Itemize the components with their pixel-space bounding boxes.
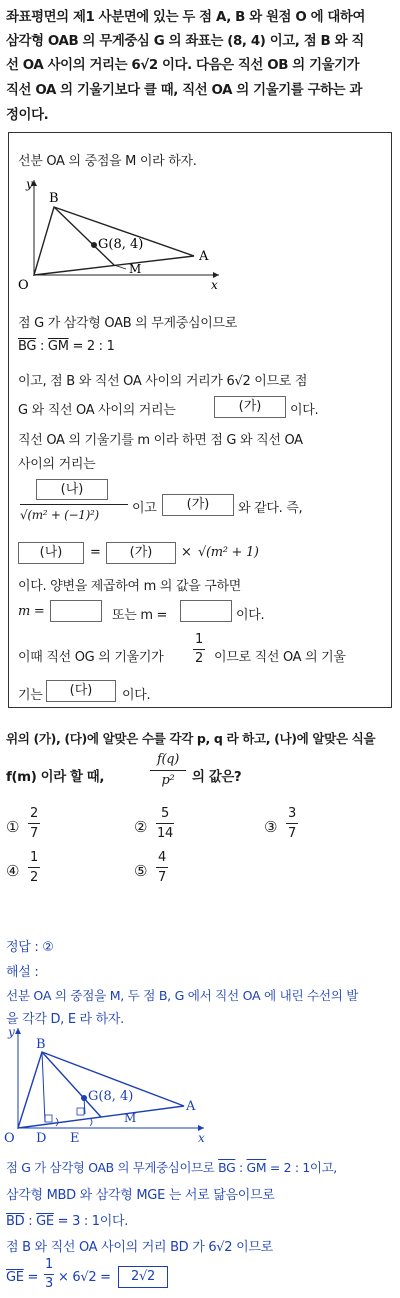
choice-2-num: 5 [161, 806, 169, 821]
blank-m-2 [180, 600, 232, 622]
blank-ga-1: (가) [214, 396, 286, 418]
choice-1-num: 2 [30, 806, 38, 821]
question-line-2b: 의 값은? [192, 770, 242, 785]
solution-frac-den: 3 [45, 1276, 53, 1291]
solution-line-7a: $\overline{GE}$ = [6, 1270, 39, 1285]
fraction-denominator: √(m² + (−1)²) [20, 508, 99, 522]
choice-2-den: 14 [157, 826, 173, 841]
segment-ge: $\overline{GE}$ [36, 1214, 54, 1229]
box-line-11a: 이때 직선 OG 의 기울기가 [18, 650, 164, 665]
choice-1-den: 7 [30, 826, 38, 841]
half-bar [193, 649, 205, 650]
question-frac-num: f(q) [156, 752, 180, 767]
solution-diagram-origin: O [4, 1131, 15, 1146]
blank-da: (다) [46, 680, 116, 702]
diagram-point-a: A [199, 249, 209, 264]
choice-2-bar [156, 823, 174, 824]
box-line-4a: G 와 직선 OA 사이의 거리는 [18, 403, 176, 418]
choice-4-mark: ④ [6, 862, 20, 880]
fraction-bar [20, 504, 128, 505]
blank-ga-3: (가) [106, 542, 176, 564]
diagram-y-label: y [26, 177, 33, 191]
segment-bg-solution: $\overline{BG}$ [218, 1160, 236, 1175]
solution-frac-bar [44, 1274, 54, 1275]
box-line-10a: m = [18, 604, 45, 619]
choice-2-mark: ② [134, 818, 148, 836]
box-line-1: 점 G 가 삼각형 OAB 의 무게중심이므로 [18, 316, 238, 331]
choice-3-den: 7 [288, 826, 296, 841]
diagram-origin-label: O [18, 278, 29, 292]
diagram-point-m: M [129, 262, 142, 276]
half-numerator: 1 [195, 632, 203, 647]
blank-ga-2: (가) [162, 494, 234, 516]
segment-bd: $\overline{BD}$ [6, 1214, 25, 1229]
choice-3-num: 3 [288, 806, 296, 821]
question-line-2a: f(m) 이라 할 때, [6, 770, 105, 785]
choice-3-bar [286, 823, 298, 824]
half-denominator: 2 [195, 651, 203, 666]
box-line-12a: 기는 [18, 688, 43, 703]
solution-diagram-point-d: D [36, 1131, 47, 1146]
choice-4-bar [28, 867, 40, 868]
solution-line-3: 점 G 가 삼각형 OAB 의 무게중심이므로 $\overline{BG}$ : $\overline{GM} = 2$ : 1이고, [6, 1160, 337, 1175]
choice-4-num: 1 [30, 850, 38, 865]
solution-diagram-point-e: E [70, 1131, 80, 1146]
box-line-5: 직선 OA 의 기울기를 m 이라 하면 점 G 와 직선 OA [18, 433, 303, 448]
solution-diagram [4, 1022, 214, 1148]
box-line-7b: 와 같다. 즉, [238, 501, 303, 516]
solution-diagram-point-b: B [36, 1037, 46, 1052]
answer-line: 정답 : ② [6, 940, 54, 955]
solution-answer-box: 2√2 [118, 1266, 168, 1288]
diagram-point-g: G(8, 4) [98, 237, 144, 252]
solution-diagram-y-label: y [8, 1025, 15, 1039]
diagram-x-label: x [211, 278, 218, 292]
segment-gm-solution: $\overline{GM}$ [246, 1160, 267, 1175]
choice-4-den: 2 [30, 870, 38, 885]
box-line-7a: 이고 [132, 501, 157, 516]
solution-diagram-point-a: A [186, 1099, 196, 1114]
choice-5-bar [156, 867, 168, 868]
blank-na-numerator: (나) [36, 479, 108, 500]
solution-line-5: $\overline{BD}$ : $\overline{GE} = 3$ : 1이다. [6, 1214, 129, 1229]
solution-line-2: 을 각각 D, E 라 하자. [6, 1012, 124, 1027]
solution-diagram-point-g: G(8, 4) [88, 1089, 134, 1104]
equals-sign: = [90, 545, 101, 560]
box-line-9: 이다. 양변을 제곱하여 m 의 값을 구하면 [18, 579, 242, 594]
diagram-point-b: B [49, 191, 59, 206]
box-line-10b: 또는 m = [112, 608, 168, 623]
problem-diagram [14, 172, 224, 292]
segment-gm: $\overline{GM}$ [47, 339, 69, 354]
solution-line-4: 삼각형 MBD 와 삼각형 MGE 는 서로 닮음이므로 [6, 1188, 275, 1203]
box-line-10c: 이다. [236, 608, 265, 623]
choice-5-num: 4 [158, 850, 166, 865]
times-sign: × [181, 545, 192, 560]
box-line-3: 이고, 점 B 와 직선 OA 사이의 거리가 6√2 이므로 점 [18, 374, 308, 389]
solution-label: 해설 : [6, 965, 39, 980]
segment-ge-2: $\overline{GE}$ [6, 1270, 24, 1285]
choice-5-den: 7 [158, 870, 166, 885]
choice-3-mark: ③ [264, 818, 278, 836]
solution-diagram-x-label: x [198, 1131, 205, 1145]
solution-line-6: 점 B 와 직선 OA 사이의 거리 BD 가 6√2 이므로 [6, 1240, 273, 1255]
question-line-1: 위의 (가), (다)에 알맞은 수를 각각 p, q 라 하고, (나)에 알맞은 식을 [6, 731, 376, 746]
problem-line-4: 직선 OA 의 기울기보다 클 때, 직선 OA 의 기울기를 구하는 과 [6, 83, 362, 98]
question-frac-den: p² [161, 773, 175, 788]
solution-diagram-point-m: M [124, 1111, 137, 1125]
choice-1-mark: ① [6, 818, 20, 836]
sqrt-expression: √(m² + 1) [198, 545, 259, 560]
solution-line-7b: × 6√2 = [58, 1270, 111, 1285]
choice-1-bar [28, 823, 40, 824]
box-line-11b: 이므로 직선 OA 의 기울 [214, 650, 346, 665]
problem-line-1: 좌표평면의 제1 사분면에 있는 두 점 A, B 와 원점 O 에 대하여 [6, 10, 365, 25]
box-intro: 선분 OA 의 중점을 M 이라 하자. [18, 154, 197, 169]
segment-bg: $\overline{BG}$ [18, 339, 37, 354]
problem-line-3: 선 OA 사이의 거리는 6√2 이다. 다음은 직선 OB 의 기울기가 [6, 58, 360, 73]
problem-line-5: 정이다. [6, 108, 49, 123]
box-line-2: $\overline{BG}$ : $\overline{GM} = 2$ : 1 [18, 339, 115, 354]
blank-na-2: (나) [18, 542, 84, 564]
problem-line-2: 삼각형 OAB 의 무게중심 G 의 좌표는 (8, 4) 이고, 점 B 와 직 [6, 34, 364, 49]
question-frac-bar [150, 770, 186, 771]
box-line-6: 사이의 거리는 [18, 457, 96, 472]
solution-line-1: 선분 OA 의 중점을 M, 두 점 B, G 에서 직선 OA 에 내린 수선의 발 [6, 988, 359, 1003]
box-line-4b: 이다. [290, 403, 319, 418]
solution-frac-num: 1 [45, 1257, 53, 1272]
box-line-12b: 이다. [122, 688, 151, 703]
blank-m-1 [50, 600, 102, 622]
choice-5-mark: ⑤ [134, 862, 148, 880]
